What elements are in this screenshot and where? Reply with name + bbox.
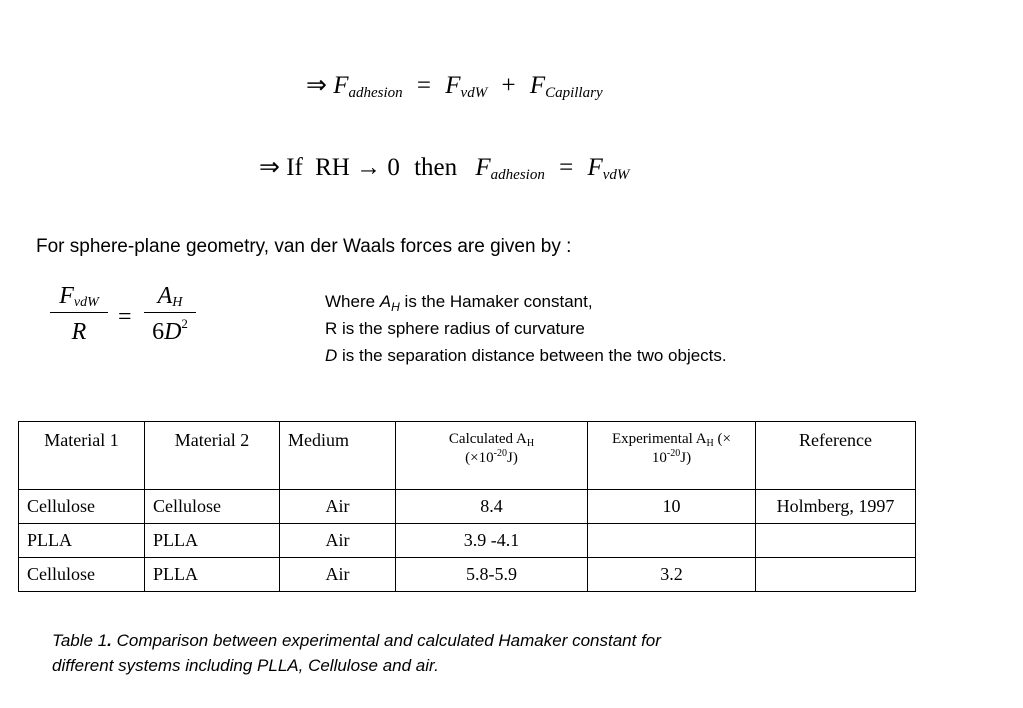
exp-unit-exponent: -20 <box>666 448 681 459</box>
cell-experimental: 10 <box>588 490 756 524</box>
table-caption <box>52 628 661 678</box>
caption-text-1: Comparison between experimental and calculated Hamaker constant for <box>111 631 661 650</box>
caption-label: Table 1 <box>52 631 108 650</box>
subscript-vdw: vdW <box>602 167 630 183</box>
cell-material-2: PLLA <box>145 524 280 558</box>
six-digit: 6 <box>152 319 165 345</box>
right-fraction <box>144 283 196 346</box>
table-header-row <box>19 422 916 490</box>
hamaker-comparison-table <box>18 421 916 592</box>
definition-distance <box>325 342 727 369</box>
force-symbol: F <box>587 154 603 181</box>
intro-text: For sphere-plane geometry, van der Waals forces are given by : <box>36 236 572 257</box>
subscript-h: H <box>706 438 714 449</box>
superscript-two: 2 <box>181 316 188 331</box>
rh-condition-equation <box>259 152 629 182</box>
exp-header-text: Experimental A <box>611 431 707 447</box>
calc-header-text: Calculated A <box>448 431 527 447</box>
table-row <box>19 524 916 558</box>
equals-sign: = <box>559 154 574 181</box>
force-symbol: F <box>475 154 491 181</box>
subscript-h: H <box>526 438 535 449</box>
caption-dot: . <box>107 631 112 650</box>
exp-times-text: (× <box>713 431 731 447</box>
left-fraction <box>50 283 108 346</box>
table-row <box>19 490 916 524</box>
where-text: Where <box>325 292 380 311</box>
cell-material-1: PLLA <box>19 524 145 558</box>
cell-medium: Air <box>280 558 396 592</box>
then-text: then <box>414 154 458 181</box>
header-medium: Medium <box>280 422 396 490</box>
header-reference: Reference <box>756 422 916 490</box>
hamaker-symbol: A <box>379 292 392 311</box>
plus-sign: + <box>501 72 516 99</box>
definition-hamaker <box>325 288 727 315</box>
header-calculated <box>396 422 588 490</box>
cell-material-2: PLLA <box>145 558 280 592</box>
cell-calculated: 3.9 -4.1 <box>396 524 588 558</box>
subscript-capillary: Capillary <box>545 85 603 101</box>
header-material-1: Material 1 <box>19 422 145 490</box>
cell-material-1: Cellulose <box>19 490 145 524</box>
subscript-vdw: vdW <box>73 295 99 310</box>
definition-radius: R is the sphere radius of curvature <box>325 319 585 338</box>
force-symbol: F <box>529 72 546 99</box>
cell-medium: Air <box>280 490 396 524</box>
distance-symbol: D <box>164 319 182 345</box>
vdw-force-formula <box>50 283 210 353</box>
force-symbol: F <box>445 72 461 99</box>
header-material-2: Material 2 <box>145 422 280 490</box>
cell-experimental: 3.2 <box>588 558 756 592</box>
cell-material-2: Cellulose <box>145 490 280 524</box>
exp-unit-joule: J) <box>680 450 692 466</box>
equals-sign: = <box>118 304 132 330</box>
cell-experimental <box>588 524 756 558</box>
radius-symbol: R <box>71 319 87 345</box>
cell-medium: Air <box>280 524 396 558</box>
calc-unit-joule: J) <box>506 450 518 466</box>
cell-material-1: Cellulose <box>19 558 145 592</box>
table-row <box>19 558 916 592</box>
subscript-adhesion: adhesion <box>348 85 403 101</box>
caption-line-2: different systems including PLLA, Cellulose and air. <box>52 656 439 675</box>
zero-value: 0 <box>387 154 400 181</box>
cell-calculated: 5.8-5.9 <box>396 558 588 592</box>
calc-unit-exponent: -20 <box>493 448 507 459</box>
subscript-h: H <box>172 295 183 310</box>
subscript-vdw: vdW <box>460 85 488 101</box>
adhesion-force-equation <box>306 70 603 100</box>
if-text: If <box>286 154 303 181</box>
force-symbol: F <box>59 283 74 309</box>
hamaker-symbol: A <box>157 283 173 309</box>
equals-sign: = <box>416 72 432 99</box>
cell-reference <box>756 558 916 592</box>
variable-definitions <box>325 288 727 369</box>
subscript-h: H <box>391 300 400 314</box>
calc-unit-text: (×10 <box>465 450 494 466</box>
force-symbol: F <box>333 72 349 99</box>
cell-calculated: 8.4 <box>396 490 588 524</box>
implies-arrow: ⇒ <box>259 154 280 181</box>
implies-arrow: ⇒ <box>306 72 327 99</box>
rh-text: RH <box>315 154 350 181</box>
exp-unit-text: 10 <box>651 450 667 466</box>
hamaker-definition-text: is the Hamaker constant, <box>399 292 593 311</box>
distance-symbol: D <box>325 346 338 365</box>
cell-reference: Holmberg, 1997 <box>756 490 916 524</box>
subscript-adhesion: adhesion <box>490 167 545 183</box>
header-experimental <box>588 422 756 490</box>
tends-to-arrow: → <box>356 154 382 181</box>
cell-reference <box>756 524 916 558</box>
distance-definition-text: is the separation distance between the two objects. <box>337 346 727 365</box>
caption-line-1 <box>52 628 661 653</box>
